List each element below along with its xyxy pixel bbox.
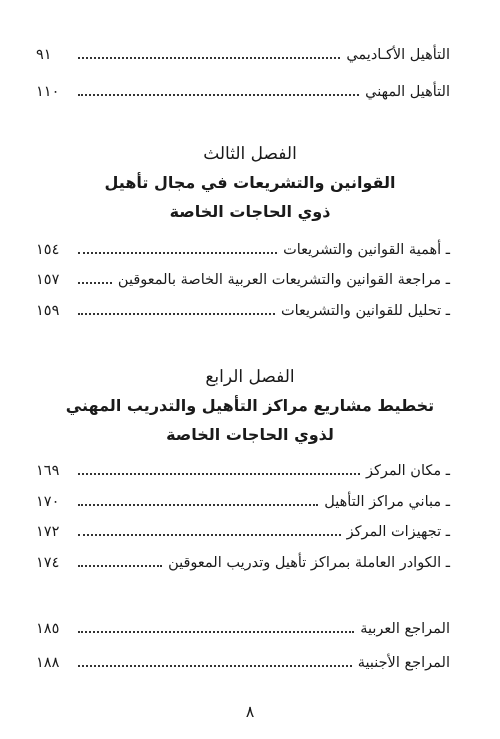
toc-entry-title: ـ أهمية القوانين والتشريعات <box>283 242 450 258</box>
dot-leader <box>78 534 341 536</box>
toc-entry-page: ١٧٠ <box>36 494 60 510</box>
toc-entry-page: ١٨٨ <box>36 655 60 671</box>
toc-entry-page: ١٨٥ <box>36 621 60 637</box>
chapter-label: الفصل الرابع <box>205 367 295 387</box>
toc-entry-page: ١٥٧ <box>36 272 60 288</box>
dot-leader <box>78 282 112 284</box>
toc-entry <box>36 614 450 638</box>
toc-entry-page: ١٧٢ <box>36 524 60 540</box>
chapter-heading-subtitle: لذوي الحاجات الخاصة <box>166 425 334 444</box>
toc-entry-title: ـ مباني مراكز التأهيل <box>324 494 450 510</box>
chapter-heading: القوانين والتشريعات في مجال تأهيل <box>104 173 396 192</box>
toc-entry-title: ـ الكوادر العاملة بمراكز تأهيل وتدريب المعوقين <box>168 555 450 571</box>
toc-entry <box>36 456 450 480</box>
toc-entry <box>36 648 450 672</box>
toc-entry <box>36 296 450 320</box>
toc-entry-title: التأهيل المهني <box>365 84 450 100</box>
toc-entry-title: ـ مكان المركز <box>365 463 450 479</box>
toc-entry-title: ـ مراجعة القوانين والتشريعات العربية الخاصة بالمعوقين <box>117 272 450 288</box>
toc-entry <box>36 265 450 289</box>
toc-entry-page: ١٦٩ <box>36 463 60 479</box>
toc-entry-title: التأهيل الأكـاديمي <box>346 47 450 63</box>
toc-entry-page: ١٧٤ <box>36 555 60 571</box>
toc-entry-page: ١٥٩ <box>36 303 60 319</box>
toc-entry-title: ـ تجهيزات المركز <box>346 524 450 540</box>
dot-leader <box>78 473 360 475</box>
dot-leader <box>78 252 277 254</box>
chapter-label: الفصل الثالث <box>203 144 297 164</box>
toc-entry <box>36 235 450 259</box>
chapter-heading-subtitle: ذوي الحاجات الخاصة <box>169 202 331 221</box>
chapter-heading: تخطيط مشاريع مراكز التأهيل والتدريب المهني <box>65 396 435 415</box>
dot-leader <box>78 94 359 96</box>
toc-entry-title: ـ تحليل للقوانين والتشريعات <box>280 303 450 319</box>
toc-entry <box>36 487 450 511</box>
toc-entry-title: المراجع الأجنبية <box>357 655 450 671</box>
dot-leader <box>78 57 340 59</box>
toc-entry <box>36 548 450 572</box>
dot-leader <box>78 565 162 567</box>
toc-entry-page: ٩١ <box>36 47 52 63</box>
toc-entry-page: ١٥٤ <box>36 242 60 258</box>
toc-entry-page: ١١٠ <box>36 84 60 100</box>
dot-leader <box>78 631 354 633</box>
toc-entry <box>36 40 450 64</box>
toc-entry <box>36 77 450 101</box>
page-number: ٨ <box>245 702 255 721</box>
toc-entry-title: المراجع العربية <box>360 621 450 637</box>
dot-leader <box>78 665 352 667</box>
dot-leader <box>78 313 275 315</box>
toc-entry <box>36 517 450 541</box>
dot-leader <box>78 504 318 506</box>
